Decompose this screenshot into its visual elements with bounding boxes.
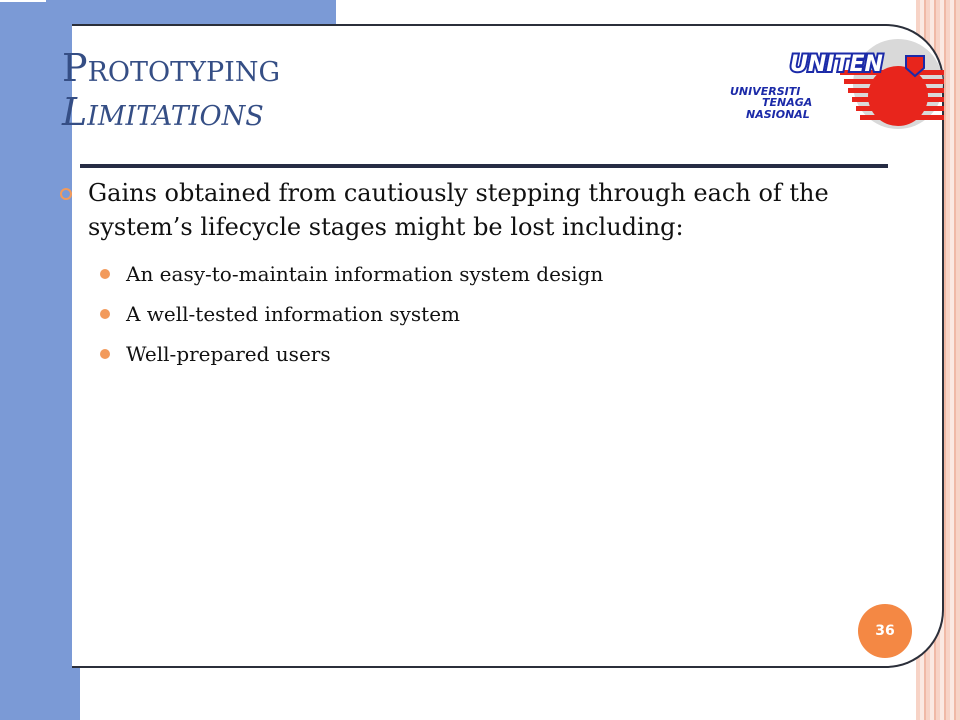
sub-bullet-item [100, 334, 850, 374]
svg-text:UNIVERSITI: UNIVERSITI [730, 85, 801, 98]
hollow-bullet-icon [60, 188, 72, 200]
slide-title [62, 46, 280, 134]
svg-text:TENAGA: TENAGA [762, 96, 813, 109]
filled-bullet-icon [100, 269, 110, 279]
sub-bullet-list [60, 254, 850, 374]
uniten-logo [716, 38, 944, 134]
svg-text:UNITEN: UNITEN [790, 52, 883, 77]
svg-text:NASIONAL: NASIONAL [746, 108, 810, 121]
page-number: 36 [875, 623, 895, 639]
sub-bullet-text: An easy-to-maintain information system design [126, 262, 604, 286]
page-number-badge [858, 604, 912, 658]
filled-bullet-icon [100, 349, 110, 359]
bullet-main [60, 176, 850, 244]
bullet-main-text: Gains obtained from cautiously stepping through each of the system’s lifecycle stages might be lost including: [88, 179, 829, 241]
title-line-2: Limitations [62, 90, 264, 134]
filled-bullet-icon [100, 309, 110, 319]
top-corner-notch [0, 0, 46, 2]
sub-bullet-text: A well-tested information system [126, 302, 461, 326]
title-line-1: Prototyping [62, 46, 281, 90]
sub-bullet-text: Well-prepared users [126, 342, 331, 366]
title-underline [80, 164, 888, 168]
slide-content [60, 176, 850, 374]
sub-bullet-item [100, 294, 850, 334]
sub-bullet-item [100, 254, 850, 294]
